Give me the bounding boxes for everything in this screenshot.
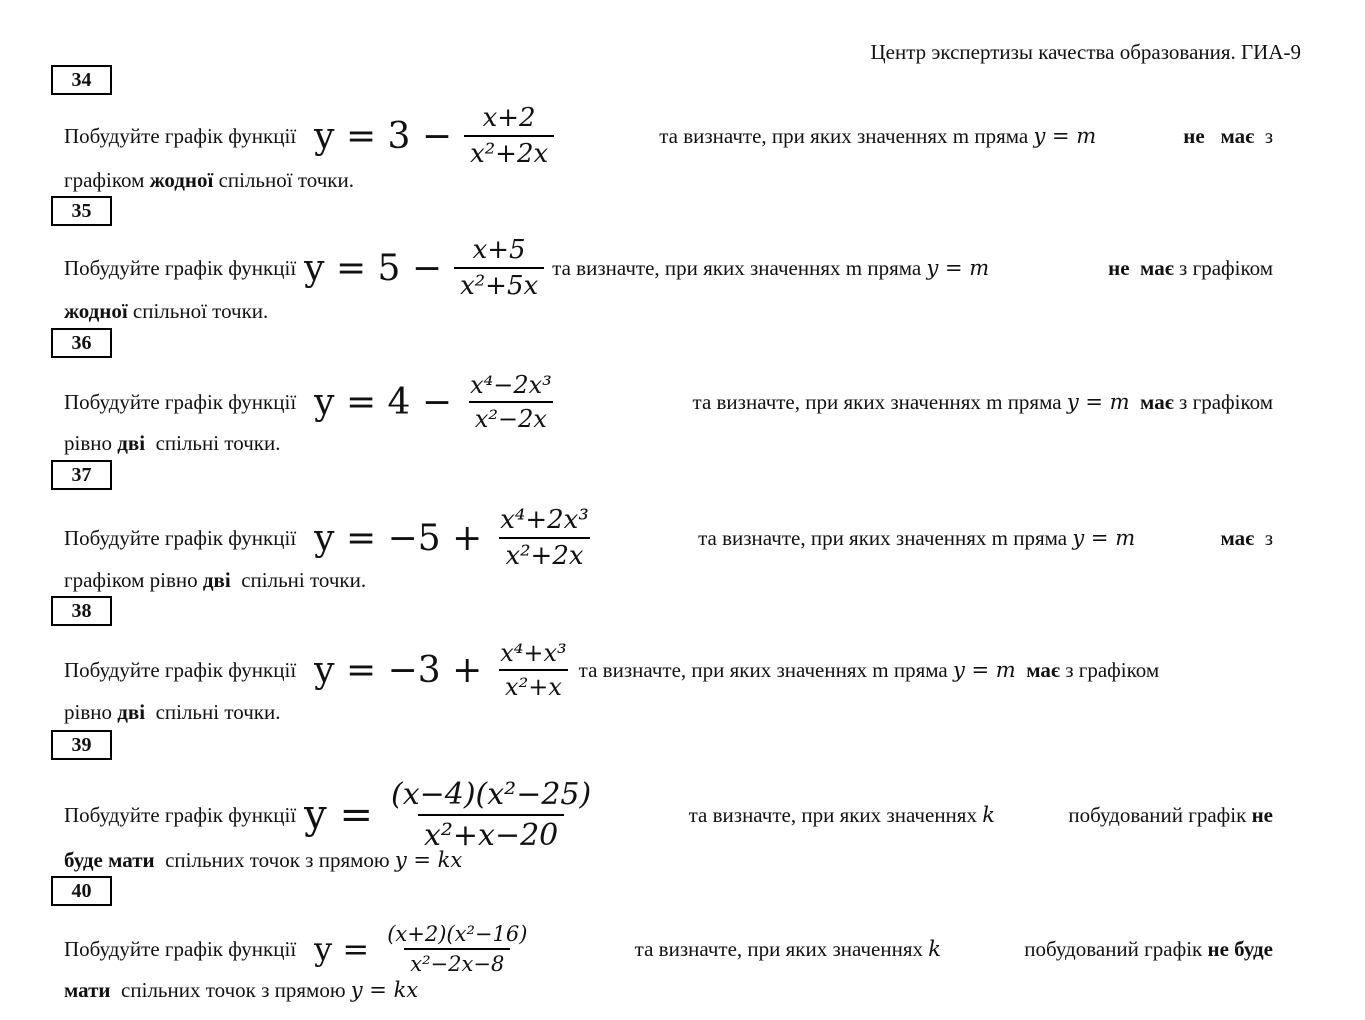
bold-zhodnoi: жодної <box>149 168 214 192</box>
bold-mae: має <box>1220 123 1255 148</box>
problem-34-line2: графіком жодної спільної точки. <box>64 168 354 192</box>
formula-37: y = −5 + $\frac{\text{x⁴+2x³}}{\text{x²+2x}}$ <box>314 505 589 571</box>
problem-37-line2: графіком рівно дві спільні точки. <box>64 568 367 592</box>
problem-37-line1: Побудуйте графік функції y = −5 + $\frac{\text{x⁴+2x³}}{\text{x²+2x}}$ та визначте, при яких значеннях m пряма y = m має з <box>64 505 1274 571</box>
line-equation: y = m <box>1033 124 1097 148</box>
formula-40: y = $\frac{\text{(x+2)(x²−16)}}{\text{x²−2x−8}}$ <box>314 922 528 976</box>
problem-middle-text: та визначте, при яких значеннях m пряма <box>659 123 1029 148</box>
fraction-numerator: x+2 <box>482 103 536 133</box>
formula-lhs: y = 3 − <box>314 115 453 157</box>
problem-number-39: 39 <box>51 730 112 760</box>
formula-38: y = −3 + $\frac{\text{x⁴+x³}}{\text{x²+x}}$ <box>314 639 567 701</box>
fraction-denominator: x²+2x <box>464 135 554 169</box>
problem-36-line2: рівно дві спільні точки. <box>64 431 281 455</box>
problem-39-line1: Побудуйте графік функції y = $\frac{\text{(x−4)(x²−25)}}{\text{x²+x−20}}$ та визначте, при яких значеннях k побудований графік не <box>64 777 1273 853</box>
problem-36-line1: Побудуйте графік функції y = 4 − $\frac{\text{x⁴−2x³}}{\text{x²−2x}}$ та визначте, при яких значеннях m пряма y = m має з графіком <box>64 371 1273 433</box>
problem-35-line1: Побудуйте графік функції y = 5 − $\frac{x+5}{\text{x²+5x}}$ та визначте, при яких значеннях m пряма y = m не має з графіком <box>64 235 1273 301</box>
problem-number-35: 35 <box>51 196 112 226</box>
formula-39: y = $\frac{\text{(x−4)(x²−25)}}{\text{x²+x−20}}$ <box>304 777 592 853</box>
problem-number-36: 36 <box>51 328 112 358</box>
bold-ne: не <box>1183 123 1205 148</box>
problem-38-line1: Побудуйте графік функції y = −3 + $\frac{\text{x⁴+x³}}{\text{x²+x}}$ та визначте, при яких значеннях m пряма y = m має з графіком <box>64 639 1160 701</box>
page-header: Центр экспертизы качества образования. ГИА-9 <box>870 40 1301 64</box>
problem-38-line2: рівно дві спільні точки. <box>64 700 281 724</box>
problem-40-line1: Побудуйте графік функції y = $\frac{\text{(x+2)(x²−16)}}{\text{x²−2x−8}}$ та визначте, при яких значеннях k побудований графік не буде <box>64 922 1273 976</box>
problem-number-37: 37 <box>51 460 112 490</box>
problem-39-line2: буде мати спільних точок з прямою y = kx <box>64 848 463 872</box>
problem-number-34: 34 <box>51 65 112 95</box>
problem-34-line1 <box>64 96 1273 176</box>
formula-36: y = 4 − $\frac{\text{x⁴−2x³}}{\text{x²−2x}}$ <box>314 371 552 433</box>
word-z: з <box>1264 123 1273 148</box>
problem-number-38: 38 <box>51 596 112 626</box>
problem-40-line2: мати спільних точок з прямою y = kx <box>64 978 419 1002</box>
formula-35: y = 5 − $\frac{x+5}{\text{x²+5x}}$ <box>304 235 544 301</box>
problem-prefix: Побудуйте графік функції <box>64 123 297 148</box>
problem-35-line2: жодної спільної точки. <box>64 299 269 323</box>
formula-34 <box>314 103 554 169</box>
problem-number-40: 40 <box>51 876 112 906</box>
